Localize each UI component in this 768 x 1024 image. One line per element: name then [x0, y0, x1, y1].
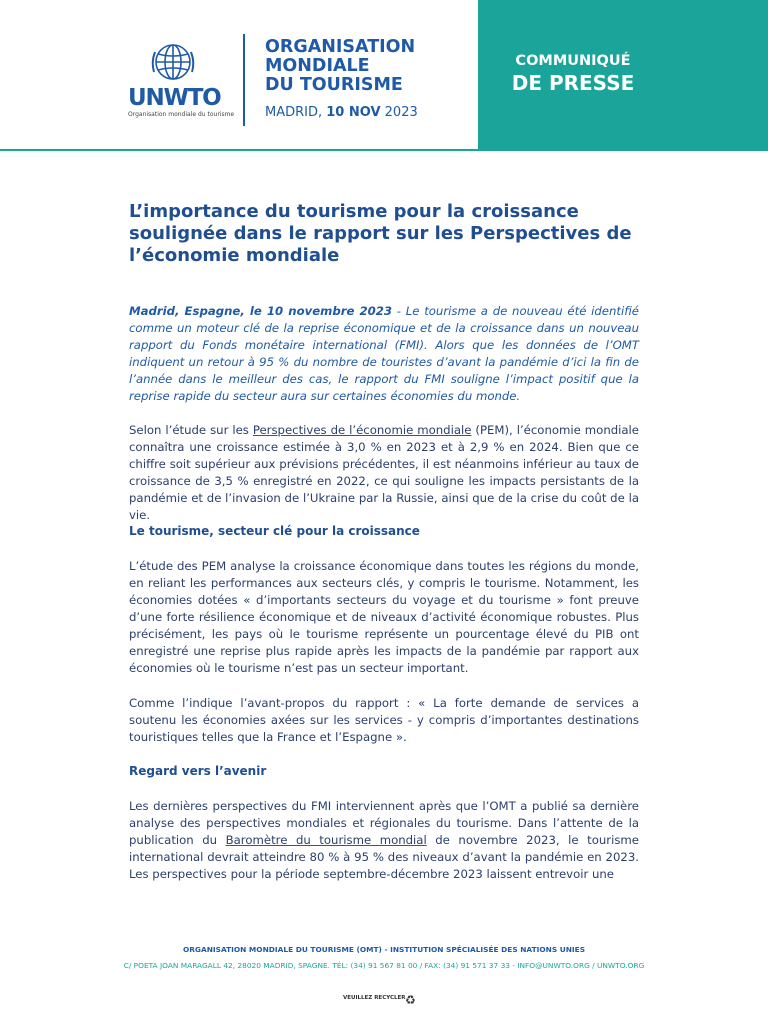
org-line-3: DU TOURISME [265, 75, 403, 95]
p4-text-before: Les dernières perspectives du FMI interviennent après que l’OMT a publié sa dernière analyse des perspectives mondiales et régionales du tourisme. Dans l’attente de la publication du [129, 799, 639, 847]
article-title: L’importance du tourisme pour la croissance soulignée dans le rapport sur les Perspectives de l’économie mondiale [129, 201, 632, 266]
org-line-2: MONDIALE [265, 56, 370, 76]
section-heading-1: Le tourisme, secteur clé pour la croissance [129, 524, 420, 538]
organisation-name [265, 38, 415, 95]
header-rule [0, 149, 768, 151]
press-label-1: COMMUNIQUÉ [515, 53, 631, 69]
weo-link[interactable]: Perspectives de l’économie mondiale [252, 423, 472, 437]
press-release-banner [478, 0, 768, 150]
paragraph-3: Comme l’indique l’avant-propos du rapport : « La forte demande de services a soutenu les économies axées sur les services - y compris d’importantes destinations touristiques telles que la France et l’Espagne ». [129, 696, 639, 744]
date-year: 2023 [380, 105, 418, 120]
page-header [0, 0, 768, 150]
p1-text-before: Selon l’étude sur les [129, 423, 253, 437]
p1-text-after: (PEM), l’économie mondiale connaîtra une croissance estimée à 3,0 % en 2023 et à 2,9 % en 2024. Bien que ce chiffre soit supérieur aux prévisions précédentes, il est néanmoins inférieur au taux de croissance de 3,5 % enregistré en 2022, ce qui souligne les impacts persistants de la pandémie et de l’invasion de l’Ukraine par la Russie, ainsi que de la crise du coût de la vie. [129, 423, 639, 522]
date-city: MADRID, [265, 105, 327, 120]
recycle-label: VEUILLEZ RECYCLER [343, 995, 406, 1001]
recycle-icon: ♻ [405, 993, 416, 1007]
barometer-link[interactable]: Baromètre du tourisme mondial [225, 833, 427, 847]
paragraph-4 [129, 798, 639, 883]
paragraph-2: L’étude des PEM analyse la croissance économique dans toutes les régions du monde, en reliant les performances aux secteurs clés, y compris le tourisme. Notamment, les économies dotées « d’importants secteurs du voyage et du tourisme » font preuve d’une forte résilience économique et de niveaux d’activité économique robustes. Plus précisément, les pays où le tourisme représente un pourcentage élevé du PIB ont enregistré une reprise plus rapide après les impacts de la pandémie par rapport aux économies où le tourisme n’est pas un secteur important. [129, 559, 639, 675]
p4-text-after: de novembre 2023, le tourisme international devrait atteindre 80 % à 95 % des niveaux d’avant la pandémie en 2023. Les perspectives pour la période septembre-décembre 2023 laissent entrevoir une [129, 833, 639, 881]
header-divider [243, 34, 245, 126]
logo-wordmark: UNWTO [128, 85, 221, 111]
un-globe-logo-icon [148, 42, 198, 86]
org-line-1: ORGANISATION [265, 37, 416, 57]
section-heading-2: Regard vers l’avenir [129, 764, 267, 778]
intro-lead: Madrid, Espagne, le 10 novembre 2023 [129, 304, 393, 318]
footer-address-line: C/ POETA JOAN MARAGALL 42, 28020 MADRID, SPAGNE. TÉL: (34) 91 567 81 00 / FAX: (34) 91 571 37 33 - INFO@UNWTO.ORG / UNWTO.ORG [123, 961, 645, 970]
release-date [265, 105, 418, 120]
logo-subtitle: Organisation mondiale du tourisme [128, 111, 235, 118]
intro-paragraph [129, 303, 639, 405]
footer-org-line: ORGANISATION MONDIALE DU TOURISME (OMT) - INSTITUTION SPÉCIALISÉE DES NATIONS UNIES [182, 945, 586, 954]
intro-text: - Le tourisme a de nouveau été identifié comme un moteur clé de la reprise économique et de la croissance dans un nouveau rapport du Fonds monétaire international (FMI). Alors que les données de l’OMT indiquent un retour à 95 % du nombre de touristes d’avant la pandémie d’ici la fin de l’année dans le meilleur des cas, le rapport du FMI souligne l’impact positif que la reprise rapide du secteur aura sur certaines économies du monde. [129, 304, 639, 403]
unwto-logo [126, 42, 235, 122]
date-day: 10 NOV [326, 105, 381, 120]
press-label-2: DE PRESSE [511, 71, 635, 95]
paragraph-1 [129, 422, 639, 524]
